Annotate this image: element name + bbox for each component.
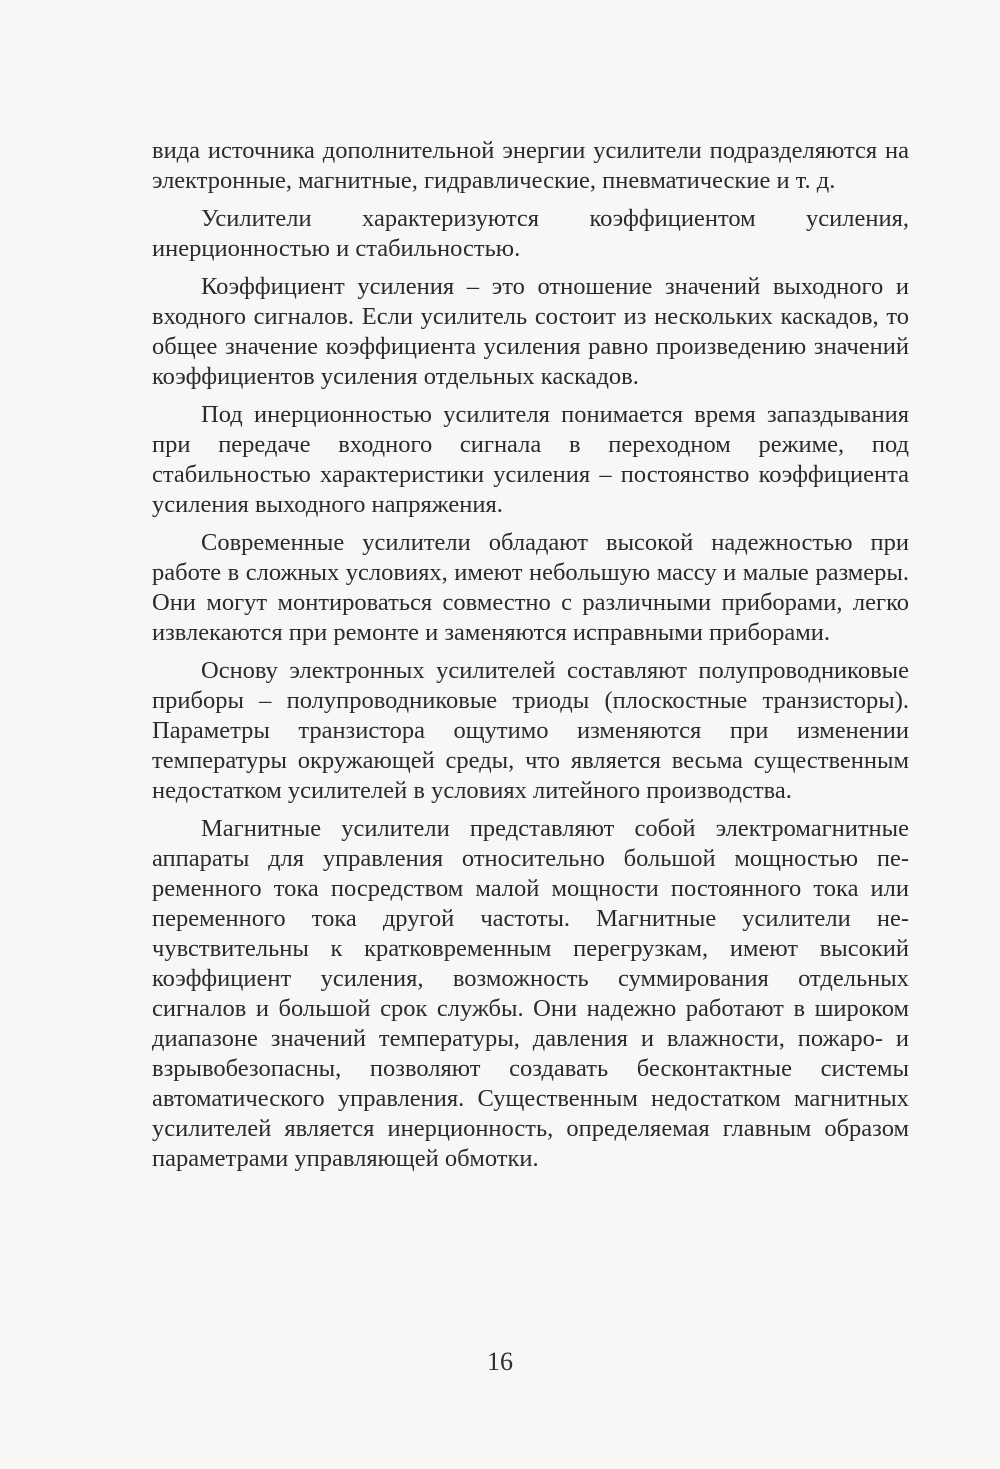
paragraph-magnetic-amplifiers: Магнитные усилители представляют собой электромагнитные аппараты для управления относительно большой мощностью переменного тока посредством малой мощности постоянного тока или переменного тока другой частоты. Магнитные усилители нечувствительны к кратковременным перегрузкам, имеют высокий коэффициент усиления, возможность суммирования отдельных сигналов и большой срок службы. Они надежно работают в широком диапазоне значений температуры, давления и влажности, пожаро- и взрывобезопасны, позволяют создавать бесконтактные системы автоматического управления. Существенным недостатком магнитных усилителей является инерционность, определяемая главным образом параметрами управляющей обмотки. [152,815,909,1172]
page-number: 16 [487,1347,513,1376]
paragraph-inertia: Под инерционностью усилителя понимается время запаздывания при передаче входного сигнала в переходном режиме, под стабильностью характеристики усиления – постоянство коэффициента усиления выходного напряжения. [152,401,909,518]
page-body [152,136,909,1182]
paragraph-gain-coefficient: Коэффициент усиления – это отношение значений выходного и входного сигналов. Если усилитель состоит из нескольких каскадов, то общее значение коэффициента усиления равно произведению значений коэффициентов усиления отдельных каскадов. [152,273,909,390]
paragraph-electronic-amplifiers: Основу электронных усилителей составляют полупроводниковые приборы – полупроводниковые триоды (плоскостные транзисторы). Параметры транзистора ощутимо изменяются при изменении температуры окружающей среды, что является весьма существенным недостатком усилителей в условиях литейного производства. [152,657,909,804]
paragraph-continuation: вида источника дополнительной энергии усилители подразделяются на электронные, магнитные, гидравлические, пневматические и т. д. [152,137,909,194]
paragraph-amplifier-characteristics: Усилители характеризуются коэффициентом усиления, инерционностью и стабильностью. [152,205,909,262]
paragraph-modern-amplifiers: Современные усилители обладают высокой надежностью при работе в сложных условиях, имеют небольшую массу и малые размеры. Они могут монтироваться совместно с различными приборами, легко извлекаются при ремонте и заменяются исправными приборами. [152,529,909,646]
